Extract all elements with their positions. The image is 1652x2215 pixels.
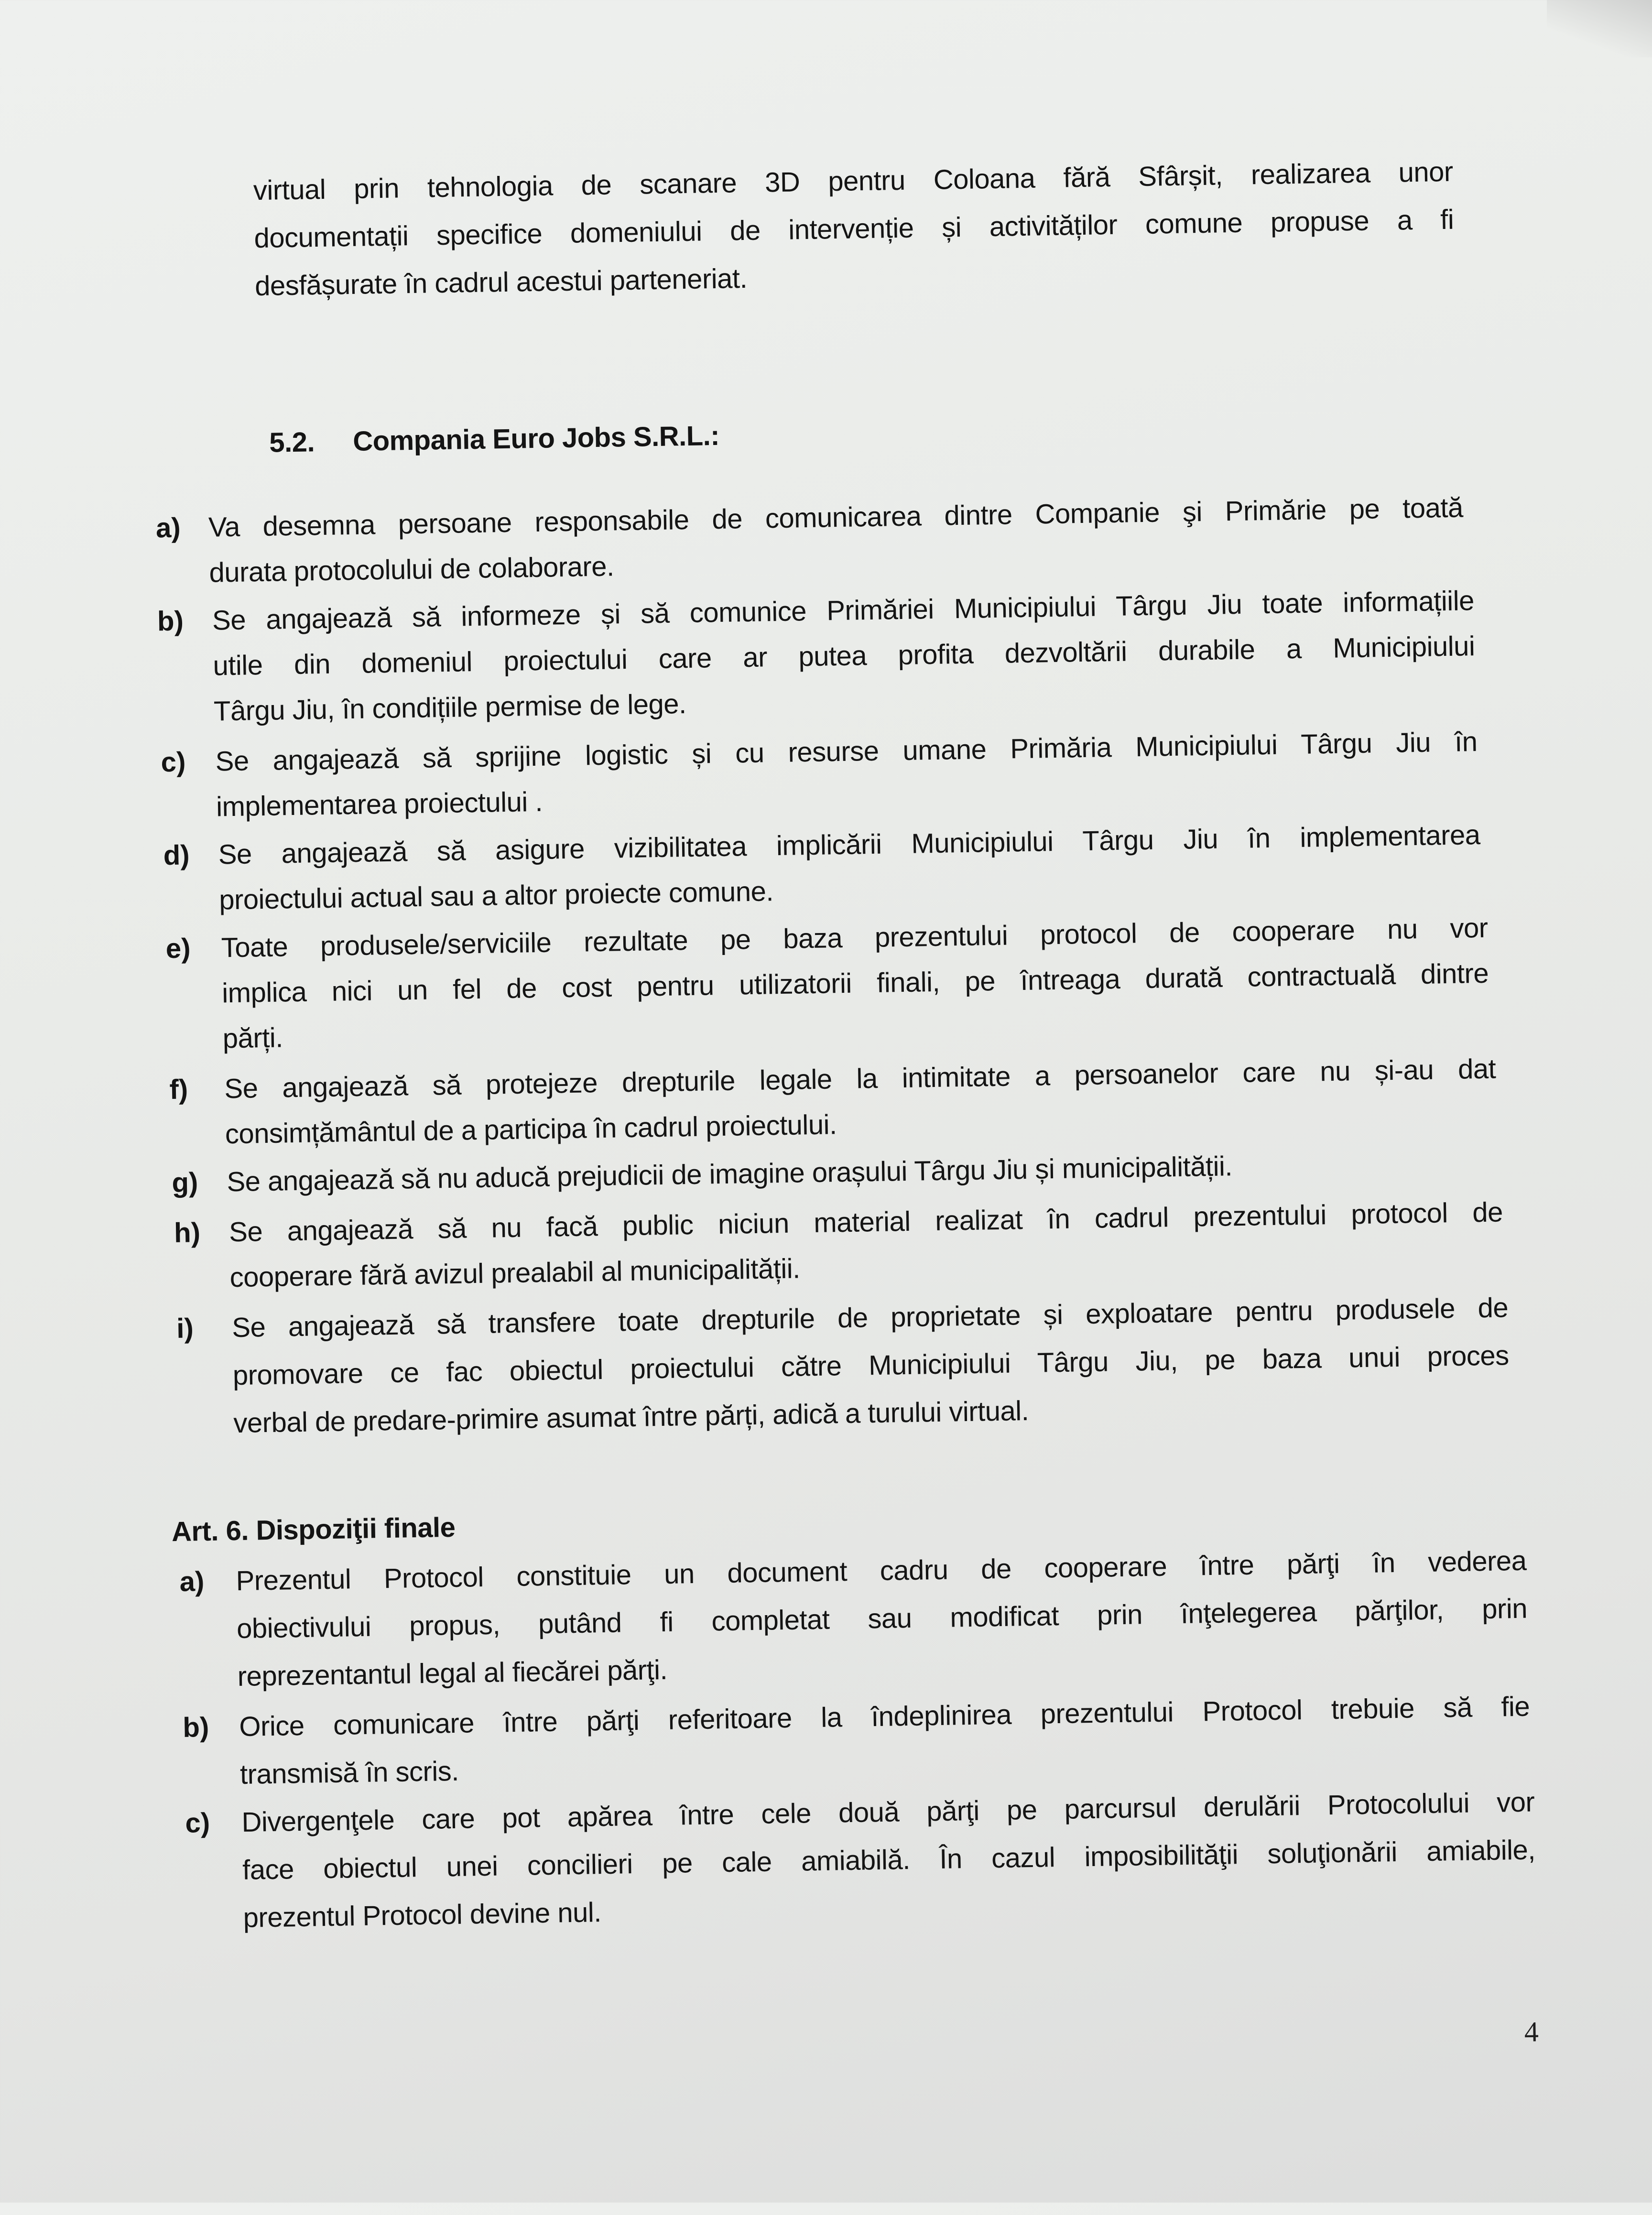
text-line: Prezentul Protocol constituie un document cadru de cooperare între părţi în vederea [236, 1545, 1527, 1597]
text-line: Se angajează să nu facă public niciun material realizat în cadrul prezentului protocol de [228, 1196, 1503, 1248]
text-line: durata protocolului de colaborare. [209, 551, 615, 588]
text-line: cooperare fără avizul prealabil al municipalității. [229, 1253, 801, 1293]
page-number: 4 [1524, 2016, 1539, 2048]
text-line: Se angajează să asigure vizibilitatea implicării Municipiului Târgu Jiu în implementarea [218, 819, 1480, 870]
item-label: d) [163, 839, 190, 871]
text-line: reprezentantul legal al fiecărei părţi. [237, 1654, 668, 1693]
item-label: f) [169, 1074, 188, 1106]
section-title: Compania Euro Jobs S.R.L.: [352, 420, 720, 457]
item-label: c) [185, 1807, 210, 1839]
intro-paragraph [0, 0, 1635, 302]
text-line: implementarea proiectului . [216, 786, 543, 823]
text-line: documentații specifice domeniului de intervenție și activităților comune propuse a fi [254, 204, 1454, 254]
text-line: desfășurate în cadrul acestui parteneriat. [254, 262, 748, 302]
text-line: verbal de predare-primire asumat între părți, adică a turului virtual. [233, 1395, 1029, 1439]
item-label: c) [161, 746, 186, 778]
text-line: părți. [222, 1022, 283, 1054]
item-label: b) [182, 1712, 209, 1743]
item-label: g) [172, 1167, 198, 1199]
text-line: Se angajează să sprijine logistic și cu resurse umane Primăria Municipiului Târgu Jiu în [215, 726, 1478, 777]
text-line: Divergenţele care pot apărea între cele două părţi pe parcursul derulării Protocolului vor [241, 1786, 1535, 1838]
text-line: face obiectul unei concilieri pe cale amiabilă. În cazul imposibilităţii soluţionării amiabile, [242, 1834, 1536, 1886]
item-label: b) [157, 605, 184, 637]
text-line: obiectivului propus, putând fi completat sau modificat prin înţelegerea părţilor, prin [236, 1593, 1528, 1645]
item-label: i) [176, 1313, 194, 1344]
text-line: Orice comunicare între părţi referitoare la îndeplinirea prezentului Protocol trebuie să fie [239, 1691, 1530, 1742]
text-line: Toate produsele/serviciile rezultate pe baza prezentului protocol de cooperare nu vor [221, 912, 1489, 964]
text-line: prezentul Protocol devine nul. [243, 1897, 602, 1933]
text-line: Se angajează să transfere toate drepturile de proprietate și exploatare pentru produsele de [231, 1292, 1509, 1344]
text-line: transmisă în scris. [239, 1755, 459, 1790]
text-line: virtual prin tehnologia de scanare 3D pentru Coloana fără Sfârșit, realizarea unor [253, 156, 1454, 206]
item-label: h) [174, 1217, 201, 1249]
text-line: Se angajează să nu aducă prejudicii de imagine orașului Târgu Jiu și municipalității. [227, 1151, 1233, 1198]
text-line: consimțământul de a participa în cadrul proiectului. [225, 1109, 837, 1150]
text-line: utile din domeniul proiectului care ar putea profita dezvoltării durabile a Municipiului [213, 630, 1475, 682]
text-line: Se angajează să protejeze drepturile legale la intimitate a persoanelor care nu și-au dat [224, 1053, 1496, 1105]
text-line: Târgu Jiu, în condițiile permise de lege. [213, 688, 687, 727]
article-heading: Art. 6. Dispoziţii finale [171, 1511, 456, 1548]
item-label: a) [179, 1566, 205, 1597]
text-line: implica nici un fel de cost pentru utilizatorii finali, pe întreaga durată contractuală dintre [221, 957, 1489, 1009]
section-number: 5.2. [269, 426, 315, 458]
text-line: promovare ce fac obiectul proiectului către Municipiului Târgu Jiu, pe baza unui proces [232, 1340, 1510, 1391]
text-line: proiectului actual sau a altor proiecte comune. [218, 876, 774, 916]
text-line: Se angajează să informeze și să comunice Primăriei Municipiului Târgu Jiu toate informațiile [212, 585, 1475, 636]
item-label: e) [165, 933, 191, 965]
item-label: a) [155, 512, 181, 544]
text-line: Va desemna persoane responsabile de comunicarea dintre Companie şi Primărie pe toată [208, 492, 1464, 543]
